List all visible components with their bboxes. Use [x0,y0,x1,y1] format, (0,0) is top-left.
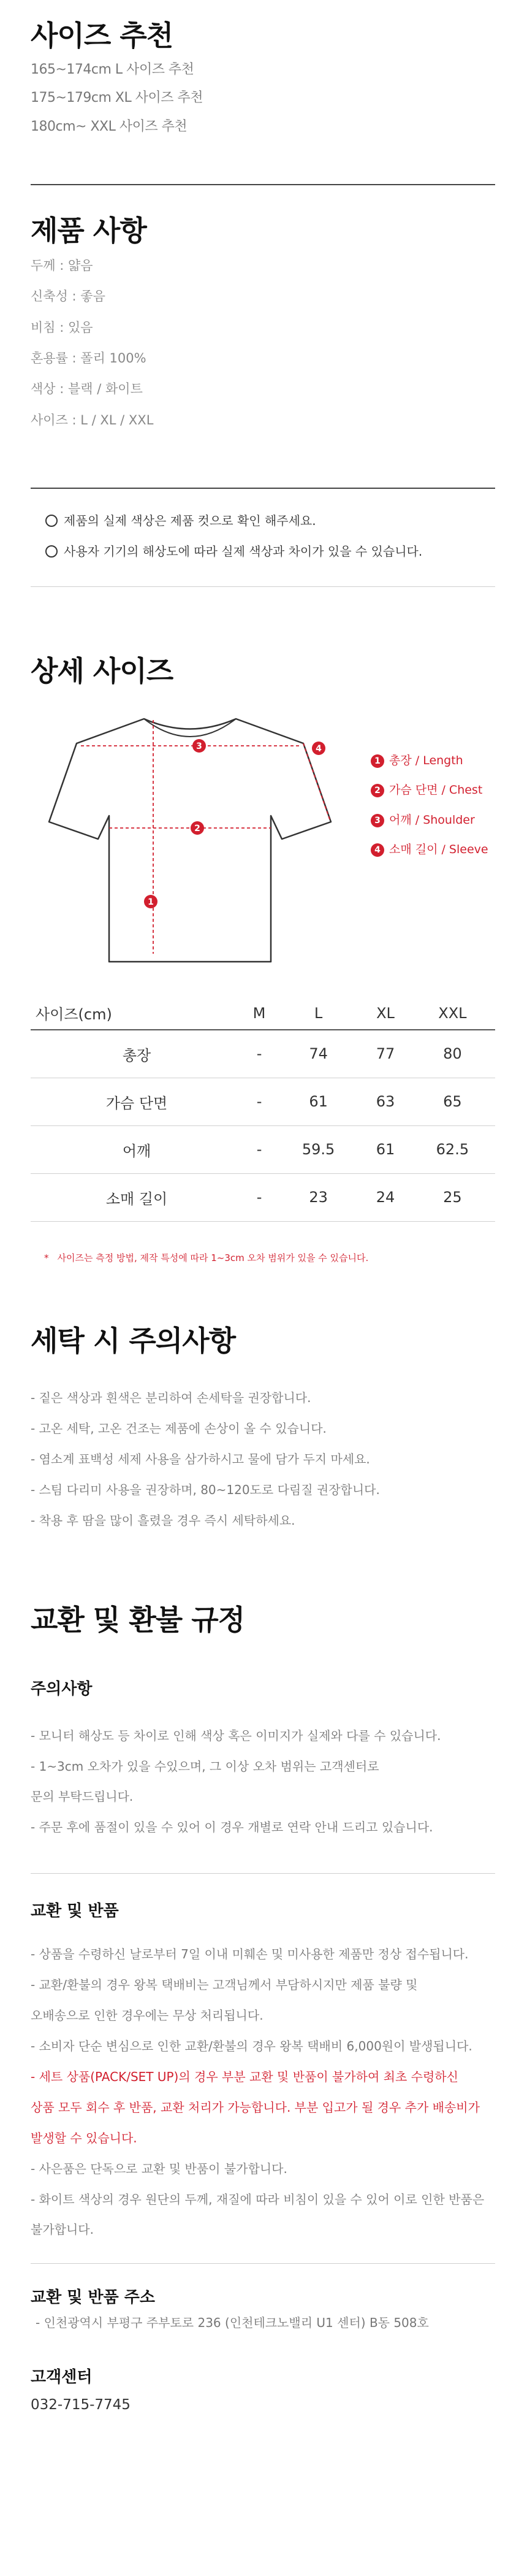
section-divider [31,586,495,587]
header-cell: M [243,997,276,1030]
footnote-text: 사이즈는 측정 방법, 제작 특성에 따라 1~3cm 오차 범위가 있을 수 있습니다. [57,1252,369,1263]
washing-item: - 염소계 표백성 세제 사용을 삼가하시고 물에 담가 두지 마세요. [31,1452,370,1466]
marker-shoulder [192,739,206,753]
legend-sleeve: 4 소매 길이 / Sleeve [371,840,488,857]
table-cell: 61 [361,1125,410,1173]
policy-warning: - 세트 상품(PACK/SET UP)의 경우 부분 교환 및 반품이 불가하여 최초 수령하신 [31,2069,458,2084]
washing-title: 세탁 시 주의사항 [31,1324,236,1357]
table-row [31,1173,495,1221]
header-cell: 사이즈(cm) [31,997,243,1030]
notice-text: 사용자 기기의 해상도에 따라 실제 색상과 차이가 있을 수 있습니다. [64,544,423,559]
svg-text:1: 1 [148,897,154,907]
washing-item: - 스팀 다리미 사용을 권장하며, 80~120도로 다림질 권장합니다. [31,1482,380,1497]
product-info-title: 제품 사항 [31,214,146,247]
legend-shoulder: 3 어깨 / Shoulder [371,811,475,827]
table-cell: - [243,1078,276,1125]
caution-item: - 주문 후에 품절이 있을 수 있어 이 경우 개별로 연락 안내 드리고 있습니다. [31,1820,433,1834]
address-text: - 인천광역시 부평구 주부토로 236 (인천테크노밸리 U1 센터) B동 508호 [36,2315,429,2330]
policy-warning: 발생할 수 있습니다. [31,2131,137,2145]
table-cell: 61 [276,1078,361,1125]
table-cell: 23 [276,1173,361,1221]
circle-icon [45,545,58,558]
caution-item: - 1~3cm 오차가 있을 수있으며, 그 이상 오차 범위는 고객센터로 [31,1759,379,1774]
footnote-mark: * [44,1252,49,1263]
table-cell: 총장 [31,1030,243,1078]
circle-icon [45,515,58,527]
spec-color: 색상 : 블랙 / 화이트 [31,381,143,396]
washing-item: - 착용 후 땀을 많이 흘렸을 경우 즉시 세탁하세요. [31,1513,295,1528]
legend-chest: 2 가슴 단면 / Chest [371,781,482,797]
policy-item: - 사은품은 단독으로 교환 및 반품이 불가합니다. [31,2161,287,2176]
table-cell: 소매 길이 [31,1173,243,1221]
caution-title: 주의사항 [31,1680,93,1698]
header-cell: XL [361,997,410,1030]
policy-item: - 교환/환불의 경우 왕복 택배비는 고객님께서 부담하시지만 제품 불량 및 [31,1977,418,1992]
recommend-line: 175~179cm XL 사이즈 추천 [31,90,203,105]
size-table [31,997,495,1222]
policy-item: 오배송으로 인한 경우에는 무상 처리됩니다. [31,2008,264,2023]
spec-sheer: 비침 : 있음 [31,320,93,335]
table-cell: 가슴 단면 [31,1078,243,1125]
notice-color [45,511,316,529]
spec-stretch: 신축성 : 좋음 [31,289,105,304]
policy-title: 교환 및 반품 [31,1902,119,1920]
svg-text:3: 3 [196,742,202,751]
washing-item: - 고온 세탁, 고온 건조는 제품에 손상이 올 수 있습니다. [31,1421,327,1436]
policy-item: - 소비자 단순 변심으로 인한 교환/환불의 경우 왕복 택배비 6,000원이 발생됩니다. [31,2039,472,2053]
recommend-line: 180cm~ XXL 사이즈 추천 [31,119,188,134]
table-cell: 74 [276,1030,361,1078]
size-table-header [31,997,495,1030]
table-cell: 80 [410,1030,495,1078]
table-cell: 59.5 [276,1125,361,1173]
table-row [31,1078,495,1125]
marker-chest [191,821,204,835]
spec-thickness: 두께 : 얇음 [31,258,93,273]
customer-center-title: 고객센터 [31,2368,93,2386]
policy-item: 불가합니다. [31,2222,94,2237]
table-cell: 어깨 [31,1125,243,1173]
section-divider [31,2263,495,2264]
legend-length: 1 총장 / Length [371,751,463,768]
tshirt-outline [49,719,331,962]
table-cell: 25 [410,1173,495,1221]
customer-center-phone: 032-715-7745 [31,2397,131,2413]
policy-warning: 상품 모두 회수 후 반품, 교환 처리가 가능합니다. 부분 입고가 될 경우 추가 배송비가 [31,2100,480,2115]
table-cell: - [243,1030,276,1078]
notice-resolution [45,542,422,559]
spec-size: 사이즈 : L / XL / XXL [31,413,154,427]
caution-item: - 모니터 해상도 등 차이로 인해 색상 혹은 이미지가 실제와 다를 수 있습니다. [31,1728,441,1743]
section-divider [31,488,495,489]
table-cell: 24 [361,1173,410,1221]
header-cell: XXL [410,997,495,1030]
notice-text: 제품의 실제 색상은 제품 컷으로 확인 해주세요. [64,513,316,528]
section-divider [31,1873,495,1874]
detail-size-title: 상세 사이즈 [31,654,173,688]
policy-item: - 상품을 수령하신 날로부터 7일 이내 미훼손 및 미사용한 제품만 정상 접수됩니다. [31,1947,469,1961]
exchange-title: 교환 및 환불 규정 [31,1603,245,1636]
table-cell: 77 [361,1030,410,1078]
table-cell: 65 [410,1078,495,1125]
section-divider [31,184,495,185]
table-cell: 63 [361,1078,410,1125]
table-row [31,1030,495,1078]
spec-fabric: 혼용률 : 폴리 100% [31,351,146,366]
table-cell: 62.5 [410,1125,495,1173]
svg-text:4: 4 [316,744,322,754]
washing-item: - 짙은 색상과 흰색은 분리하여 손세탁을 권장합니다. [31,1390,311,1405]
marker-length [144,895,157,908]
recommend-title: 사이즈 추천 [31,19,173,52]
table-cell: - [243,1125,276,1173]
table-row [31,1125,495,1173]
table-cell: - [243,1173,276,1221]
svg-text:2: 2 [194,824,200,834]
recommend-line: 165~174cm L 사이즈 추천 [31,62,194,77]
size-footnote [44,1251,368,1264]
policy-item: - 화이트 색상의 경우 원단의 두께, 재질에 따라 비침이 있을 수 있어 이로 인한 반품은 [31,2192,485,2207]
tshirt-measure-diagram [31,705,349,969]
marker-sleeve [312,742,325,755]
header-cell: L [276,997,361,1030]
address-title: 교환 및 반품 주소 [31,2288,155,2307]
caution-item: 문의 부탁드립니다. [31,1789,134,1804]
